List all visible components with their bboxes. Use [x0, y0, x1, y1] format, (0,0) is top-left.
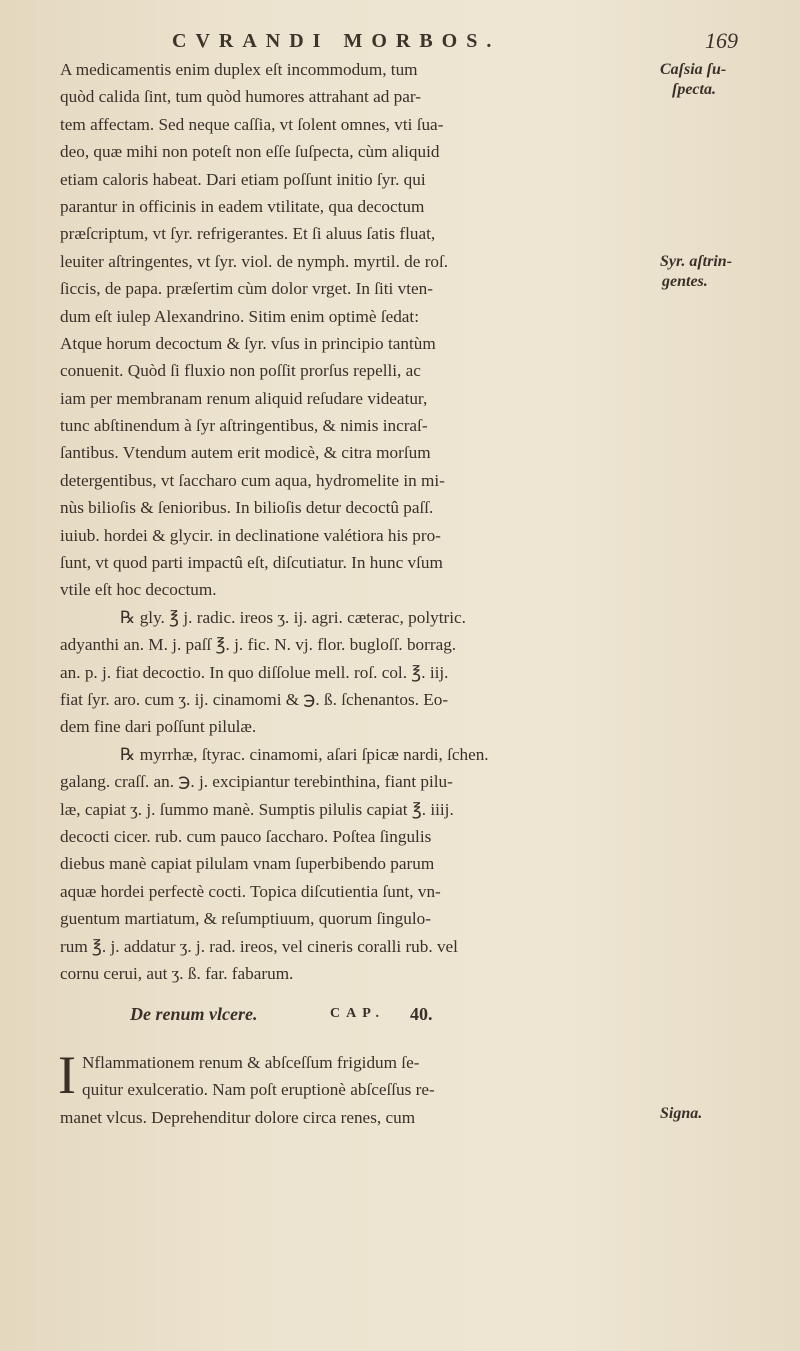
drop-cap: I: [58, 1045, 76, 1105]
text-line: conuenit. Quòd ſi fluxio non poſſit prorſus repelli, ac: [60, 361, 421, 381]
margin-note-line: gentes.: [662, 273, 708, 290]
text-line: etiam caloris habeat. Dari etiam poſſunt initio ſyr. qui: [60, 169, 426, 189]
chapter-text-block: [58, 1045, 650, 1132]
text-line: iam per membranam renum aliquid reſudare videatur,: [60, 388, 428, 408]
chapter-line: quitur exulceratio. Nam poſt eruptionè abſceſſus re-: [81, 1080, 435, 1100]
text-line: læ, capiat ʒ. j. ſummo manè. Sumptis pilulis capiat ℥. iiij.: [60, 799, 454, 819]
chapter-line: manet vlcus. Deprehenditur dolore circa renes, cum: [60, 1107, 416, 1127]
text-line: deo, quæ mihi non poteſt non eſſe ſuſpecta, cùm aliquid: [60, 142, 440, 162]
text-line: præſcriptum, vt ſyr. refrigerantes. Et ſi aluus ſatis fluat,: [60, 224, 436, 244]
text-line: detergentibus, vt ſaccharo cum aqua, hydromelite in mi-: [60, 470, 445, 490]
chapter-number: 40.: [410, 1004, 433, 1024]
text-line: quòd calida ſint, tum quòd humores attrahant ad par-: [60, 87, 421, 107]
chapter-label: CAP.: [330, 1006, 385, 1021]
text-line: aquæ hordei perfectè cocti. Topica diſcutientia ſunt, vn-: [60, 881, 441, 901]
running-head: CVRANDI MORBOS.: [172, 30, 501, 52]
text-line: ſiccis, de papa. præſertim cùm dolor vrget. In ſiti vten-: [60, 279, 433, 299]
text-line: diebus manè capiat pilulam vnam ſuperbibendo parum: [60, 854, 435, 874]
margin-note-line: Caſsia ſu-: [660, 61, 727, 78]
text-line: ℞ gly. ℥ j. radic. ireos ʒ. ij. agri. cæterac, polytric.: [120, 607, 466, 627]
text-line: A medicamentis enim duplex eſt incommodum, tum: [60, 60, 418, 79]
text-line: iuiub. hordei & glycir. in declinatione valétiora his pro-: [60, 525, 441, 545]
margin-note-line: Signa.: [660, 1105, 703, 1122]
text-line: dem fine dari poſſunt pilulæ.: [60, 717, 257, 737]
text-line: leuiter aſtringentes, vt ſyr. viol. de nymph. myrtil. de roſ.: [60, 251, 449, 271]
text-line: fiat ſyr. aro. cum ʒ. ij. cinamomi & ℈. ß. ſchenantos. Eo-: [60, 689, 449, 709]
text-line: an. p. j. fiat decoctio. In quo diſſolue mell. roſ. col. ℥. iij.: [60, 662, 449, 682]
margin-note-line: ſpecta.: [672, 81, 716, 98]
margin-note-syrups: [660, 252, 795, 292]
text-line: guentum martiatum, & reſumptiuum, quorum ſingulo-: [60, 909, 431, 929]
text-line: nùs bilioſis & ſenioribus. In bilioſis detur decoctû paſſ.: [60, 498, 434, 518]
text-line: ℞ myrrhæ, ſtyrac. cinamomi, aſari ſpicæ nardi, ſchen.: [120, 744, 489, 764]
chapter-title: De renum vlcere.: [130, 1004, 258, 1024]
text-line: Atque horum decoctum & ſyr. vſus in principio tantùm: [60, 333, 436, 353]
text-line: cornu cerui, aut ʒ. ß. far. fabarum.: [60, 963, 294, 983]
margin-note-signa: [660, 1104, 795, 1124]
text-line: dum eſt iulep Alexandrino. Sitim enim optimè ſedat:: [60, 306, 419, 326]
text-line: adyanthi an. M. j. paſſ ℥. j. fic. N. vj. flor. bugloſſ. borrag.: [60, 635, 457, 655]
text-line: ſunt, vt quod parti impactû eſt, diſcutiatur. In hunc vſum: [60, 553, 443, 573]
text-line: ſantibus. Vtendum autem erit modicè, & citra morſum: [60, 443, 431, 463]
text-line: rum ℥. j. addatur ʒ. j. rad. ireos, vel cineris coralli rub. vel: [60, 936, 458, 956]
page-number: 169: [705, 28, 738, 53]
text-line: decocti cicer. rub. cum pauco ſaccharo. Poſtea ſingulis: [60, 826, 432, 846]
margin-note-cassia: [660, 60, 795, 100]
text-line: parantur in officinis in eadem vtilitate, qua decoctum: [60, 196, 425, 216]
chapter-line: Nflammationem renum & abſceſſum frigidum ſe-: [81, 1053, 420, 1072]
text-line: vtile eſt hoc decoctum.: [60, 580, 217, 600]
main-text-block: [60, 56, 650, 987]
chapter-heading: [60, 1004, 740, 1034]
text-line: galang. craſſ. an. ℈. j. excipiantur terebinthina, fiant pilu-: [60, 772, 453, 792]
text-line: tem affectam. Sed neque caſſia, vt ſolent omnes, vti ſua-: [60, 114, 444, 134]
margin-note-line: Syr. aſtrin-: [660, 253, 733, 270]
text-line: tunc abſtinendum à ſyr aſtringentibus, & nimis incraſ-: [60, 416, 428, 436]
